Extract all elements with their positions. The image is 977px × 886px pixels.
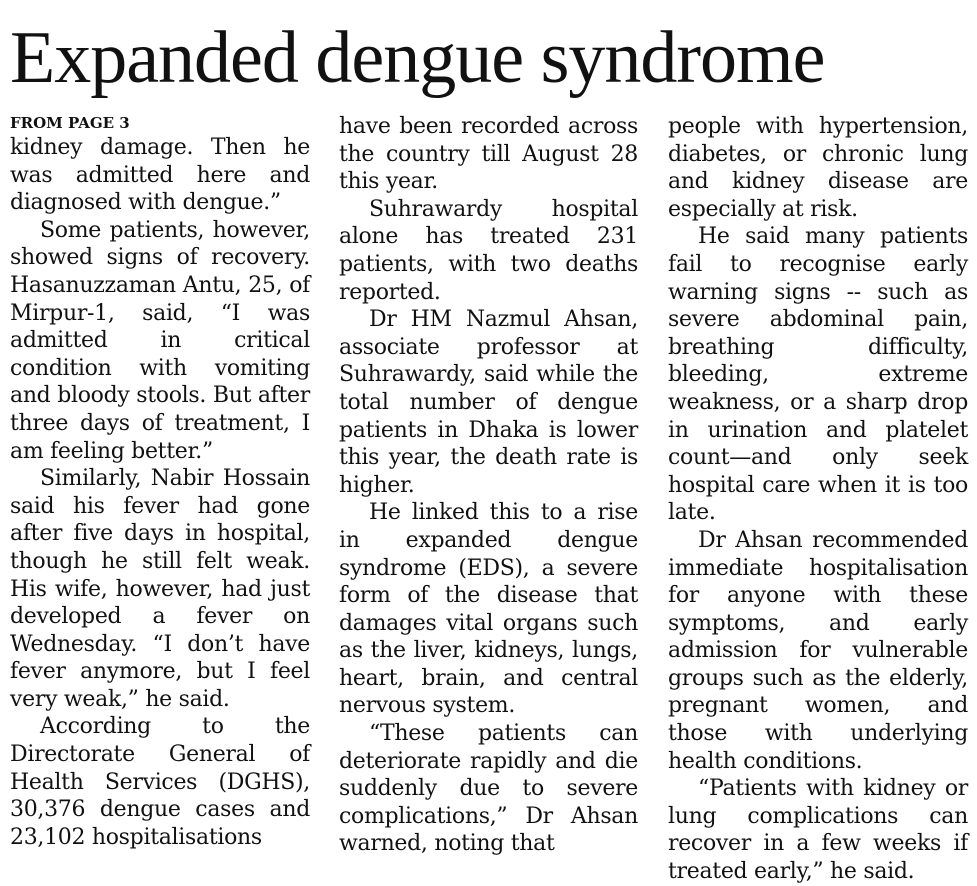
paragraph: “These patients can deteriorate rapidly and die suddenly due to severe complications,” Dr Ahsan warned, noting that [339,721,638,857]
paragraph: have been recorded across the country till August 28 this year. [339,114,638,195]
paragraph: He said many patients fail to recognise early warning signs -- such as severe abdominal pain, breathing difficulty, bleeding, extreme weakness, or a sharp drop in urination and platelet count—and only seek hospital care when it is too late. [668,224,968,526]
headline: Expanded dengue syndrome [10,17,825,99]
article-column-2 [339,113,638,858]
paragraph: Dr HM Nazmul Ahsan, associate professor at Suhrawardy, said while the total number of dengue patients in Dhaka is lower this year, the death rate is higher. [339,307,638,498]
paragraph: He linked this to a rise in expanded dengue syndrome (EDS), a severe form of the disease that damages vital organs such as the liver, kidneys, lungs, heart, brain, and central nervous system. [339,500,638,719]
paragraph: Suhrawardy hospital alone has treated 231 patients, with two deaths reported. [339,196,638,305]
jump-kicker: FROM PAGE 3 [10,114,130,132]
article-column-3 [668,113,968,886]
paragraph: Some patients, however, showed signs of recovery. Hasanuzzaman Antu, 25, of Mirpur-1, said, “I was admitted in critical condition with vomiting and bloody stools. But after three days of treatment, I am feeling better.” [10,217,310,464]
paragraph: Similarly, Nabir Hossain said his fever had gone after five days in hospital, though he still felt weak. His wife, however, had just developed a fever on Wednesday. “I don’t have fever anymore, but I feel very weak,” he said. [10,466,310,712]
paragraph: “Patients with kidney or lung complications can recover in a few weeks if treated early,” he said. [668,776,968,885]
paragraph: kidney damage. Then he was admitted here and diagnosed with dengue.” [10,135,310,216]
paragraph: people with hypertension, diabetes, or chronic lung and kidney disease are especially at risk. [668,114,968,222]
paragraph: According to the Directorate General of Health Services (DGHS), 30,376 dengue cases and 23,102 hospitalisations [10,714,310,850]
article-column-1 [10,112,310,851]
paragraph: Dr Ahsan recommended immediate hospitalisation for anyone with these symptoms, and early admission for vulnerable groups such as the elderly, pregnant women, and those with underlying health conditions. [668,527,968,774]
